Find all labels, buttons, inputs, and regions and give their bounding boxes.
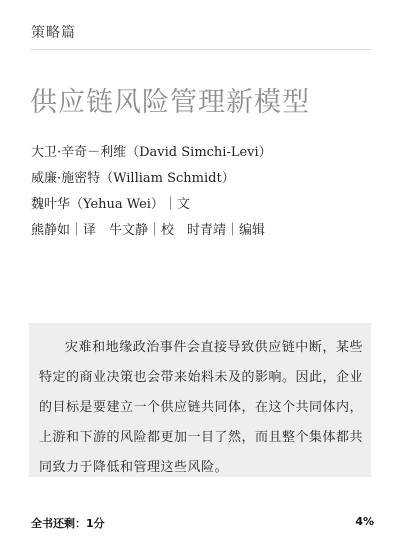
abstract-text: 灾难和地缘政治事件会直接导致供应链中断，某些特定的商业决策也会带来始料未及的影响。因此，企业的目标是要建立一个供应链共同体，在这个共同体内，上游和下游的风险都更加一目了然，而且整个集体都共同致力于降低和管理这些风险。	[39, 340, 364, 475]
chapter-title: 供应链风险管理新模型	[30, 87, 310, 118]
credit-line: 威廉·施密特（William Schmidt）	[31, 171, 235, 186]
credit-line: 熊静如｜译 牛文静｜校 时青靖｜编辑	[31, 223, 266, 238]
abstract-box	[29, 323, 371, 477]
header-divider	[31, 49, 371, 50]
author-credits	[31, 140, 376, 244]
credit-line: 大卫·辛奇－利维（David Simchi-Levi）	[31, 145, 272, 160]
section-label: 策略篇	[31, 25, 76, 41]
credit-line: 魏叶华（Yehua Wei）｜文	[31, 197, 190, 212]
remaining-time-label: 全书还剩：1分	[31, 517, 105, 530]
reading-progress: 4%	[355, 515, 374, 528]
